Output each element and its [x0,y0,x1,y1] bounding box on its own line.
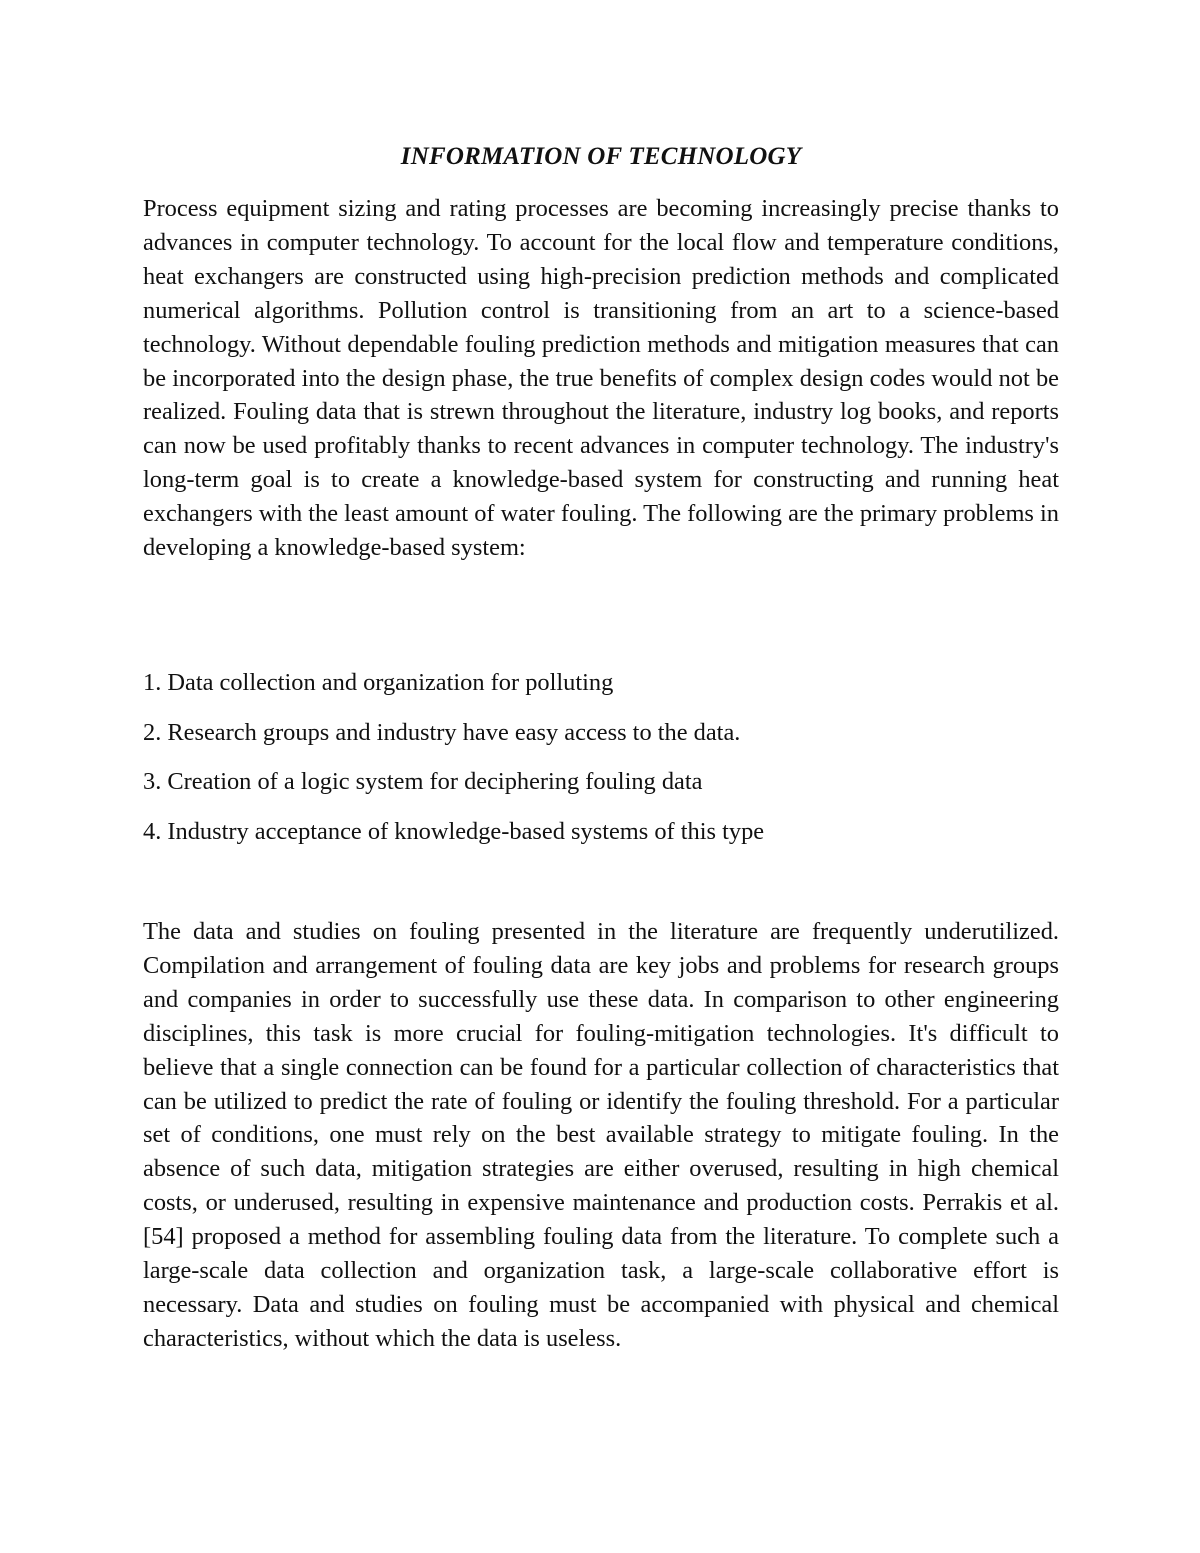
list-item: 3. Creation of a logic system for deciphering fouling data [143,768,703,796]
paragraph-intro: Process equipment sizing and rating processes are becoming increasingly precise thanks to advances in computer technology. To account for the local flow and temperature conditions, heat exchangers are constructed using high-precision prediction methods and complicated numerical algorithms. Pollution control is transitioning from an art to a science-based technology. Without dependable fouling prediction methods and mitigation measures that can be incorporated into the design phase, the true benefits of complex design codes would not be realized. Fouling data that is strewn throughout the literature, industry log books, and reports can now be used profitably thanks to recent advances in computer technology. The industry's long-term goal is to create a knowledge-based system for constructing and running heat exchangers with the least amount of water fouling. The following are the primary problems in developing a knowledge-based system: [143,195,1059,562]
list-item: 2. Research groups and industry have easy access to the data. [143,718,741,746]
list-item: 1. Data collection and organization for polluting [143,669,614,696]
paragraph-fouling-data: The data and studies on fouling presented in the literature are frequently underutilized. Compilation and arrangement of fouling data are key jobs and problems for research groups and companies in order to successfully use these data. In comparison to other engineering disciplines, this task is more crucial for fouling-mitigation technologies. It's difficult to believe that a single connection can be found for a particular collection of characteristics that can be utilized to predict the rate of fouling or identify the fouling threshold. For a particular set of conditions, one must rely on the best available strategy to mitigate fouling. In the absence of such data, mitigation strategies are either overused, resulting in high chemical costs, or underused, resulting in expensive maintenance and production costs. Perrakis et al. [54] proposed a method for assembling fouling data from the literature. To complete such a large-scale data collection and organization task, a large-scale collaborative effort is necessary. Data and studies on fouling must be accompanied with physical and chemical characteristics, without which the data is useless. [143,918,1059,1352]
document-page [143,140,1059,1352]
problems-list [143,666,1059,864]
list-item: 4. Industry acceptance of knowledge-based systems of this type [143,817,765,845]
document-title: INFORMATION OF TECHNOLOGY [400,143,802,170]
